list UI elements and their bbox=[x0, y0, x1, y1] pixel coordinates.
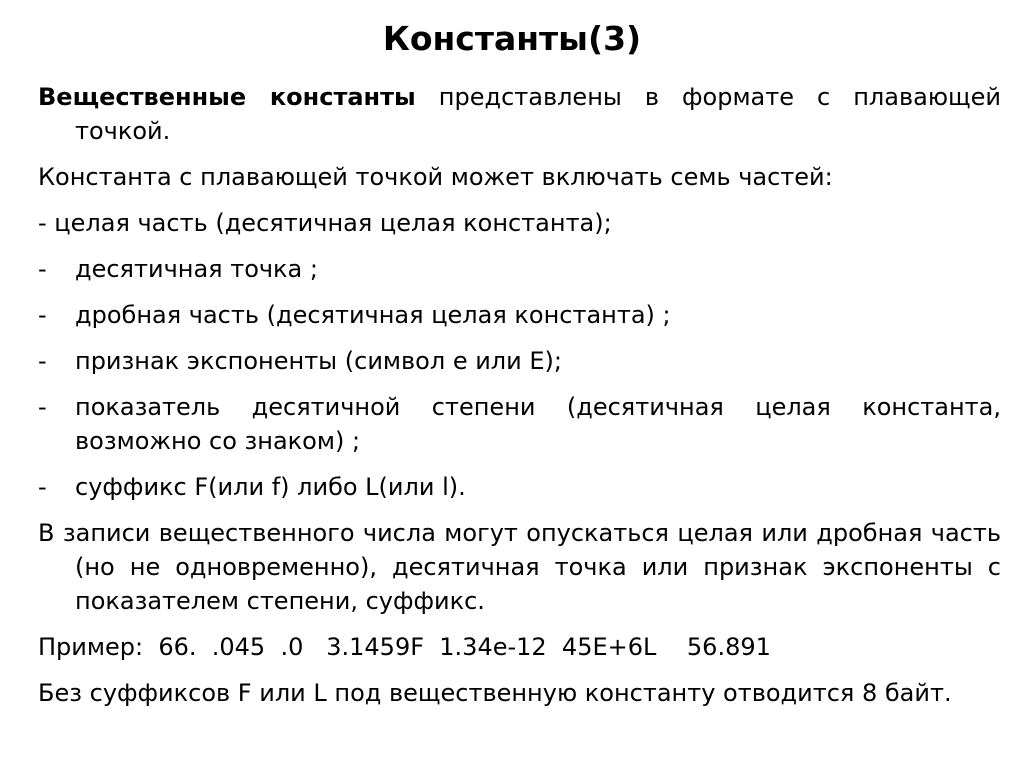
slide-body bbox=[38, 80, 1001, 722]
intro-bold-term: Вещественные константы bbox=[38, 83, 416, 111]
part-text: десятичная точка ; bbox=[75, 255, 318, 283]
dash-bullet: - bbox=[38, 301, 47, 329]
intro-text: представлены в формате с плавающей точкой. bbox=[75, 83, 1001, 145]
dash-bullet: - bbox=[38, 473, 47, 501]
example-line: Пример: 66. .045 .0 3.1459F 1.34e-12 45E+6L 56.891 bbox=[38, 633, 771, 661]
part-text: показатель десятичной степени (десятичная целая константа, возможно со знаком) ; bbox=[75, 393, 1001, 455]
part-text: признак экспоненты (символ e или E); bbox=[75, 347, 562, 375]
part-item bbox=[38, 470, 1001, 504]
part-item bbox=[38, 252, 1001, 286]
part-item bbox=[38, 390, 1001, 458]
part-item bbox=[38, 298, 1001, 332]
parts-intro: Константа с плавающей точкой может включать семь частей: bbox=[38, 163, 833, 191]
slide-title: Константы(3) bbox=[382, 19, 642, 58]
part-text: суффикс F(или f) либо L(или l). bbox=[75, 473, 466, 501]
dash-bullet: - bbox=[38, 393, 47, 421]
intro-paragraph bbox=[38, 80, 1001, 148]
omission-paragraph: В записи вещественного числа могут опускаться целая или дробная часть (но не одновременно), десятичная точка или признак экспоненты с показателем степени, суффикс. bbox=[38, 519, 1001, 615]
part-item-integer: - целая часть (десятичная целая константа); bbox=[38, 209, 612, 237]
part-text: дробная часть (десятичная целая константа) ; bbox=[75, 301, 671, 329]
dash-bullet: - bbox=[38, 347, 47, 375]
dash-bullet: - bbox=[38, 255, 47, 283]
part-item bbox=[38, 344, 1001, 378]
size-note: Без суффиксов F или L под вещественную константу отводится 8 байт. bbox=[38, 679, 952, 707]
